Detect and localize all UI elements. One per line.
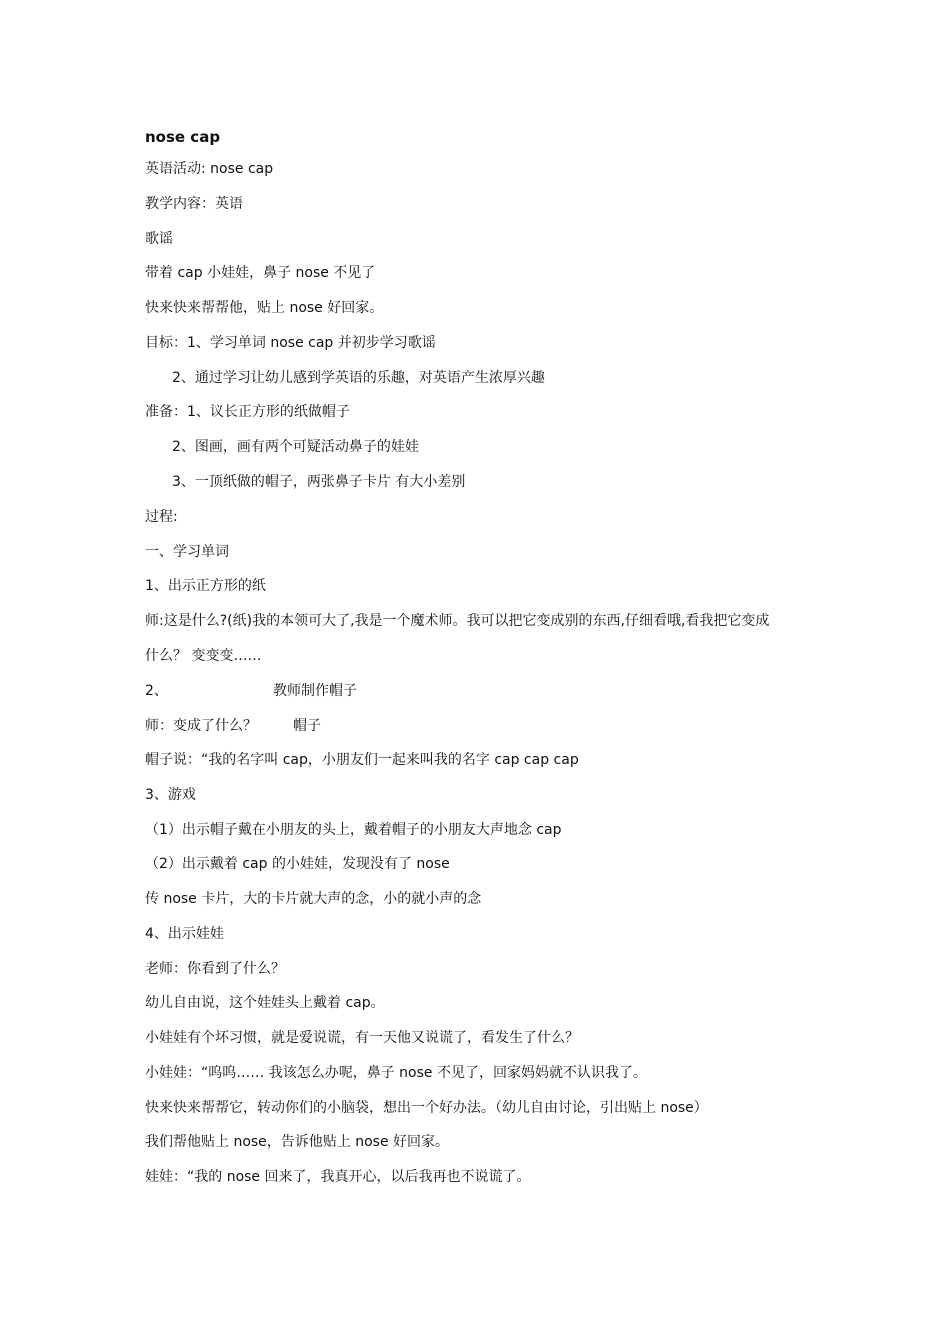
cap-says-line: 帽子说：“我的名字叫 cap，小朋友们一起来叫我的名字 cap cap cap bbox=[145, 752, 579, 768]
teacher-line-1: 师:这是什么?(纸)我的本领可大了,我是一个魔术师。我可以把它变成别的东西,仔细看哦,看我把它变成 bbox=[145, 613, 770, 629]
teacher-ask-line: 老师：你看到了什么？ bbox=[145, 961, 285, 977]
goal-line-1: 目标：1、学习单词 nose cap 并初步学习歌谣 bbox=[145, 335, 436, 351]
process-heading: 过程: bbox=[145, 509, 178, 525]
step-2-number: 2、 bbox=[145, 683, 168, 699]
prep-line-1: 准备：1、议长正方形的纸做帽子 bbox=[145, 404, 350, 420]
rhyme-heading: 歌谣 bbox=[145, 231, 173, 247]
game-line-2: （2）出示戴着 cap 的小娃娃，发现没有了 nose bbox=[145, 856, 450, 872]
step-4-line: 4、出示娃娃 bbox=[145, 926, 224, 942]
teacher-line-1-cont: 什么？ 变变变…… bbox=[145, 648, 262, 664]
teacher-question: 师：变成了什么？ bbox=[145, 718, 257, 734]
doll-habit-line: 小娃娃有个坏习惯，就是爱说谎，有一天他又说谎了，看发生了什么？ bbox=[145, 1030, 579, 1046]
activity-line: 英语活动: nose cap bbox=[145, 161, 274, 177]
game-line-1: （1）出示帽子戴在小朋友的头上，戴着帽子的小朋友大声地念 cap bbox=[145, 822, 562, 838]
doll-happy-line: 娃娃：“我的 nose 回来了，我真开心，以后我再也不说谎了。 bbox=[145, 1169, 531, 1185]
children-say-line: 幼儿自由说，这个娃娃头上戴着 cap。 bbox=[145, 995, 385, 1011]
help-line: 快来快来帮帮它，转动你们的小脑袋，想出一个好办法。（幼儿自由讨论，引出贴上 nose） bbox=[145, 1100, 708, 1116]
stick-nose-line: 我们帮他贴上 nose，告诉他贴上 nose 好回家。 bbox=[145, 1134, 450, 1150]
goal-line-2: 2、通过学习让幼儿感到学英语的乐趣，对英语产生浓厚兴趣 bbox=[172, 370, 545, 386]
prep-line-3: 3、一顶纸做的帽子，两张鼻子卡片 有大小差别 bbox=[172, 474, 466, 490]
rhyme-line-2: 快来快来帮帮他，贴上 nose 好回家。 bbox=[145, 300, 384, 316]
section-one-heading: 一、学习单词 bbox=[145, 544, 229, 560]
rhyme-line-1: 带着 cap 小娃娃，鼻子 nose 不见了 bbox=[145, 265, 376, 281]
step-1-line: 1、出示正方形的纸 bbox=[145, 578, 266, 594]
teacher-answer: 帽子 bbox=[293, 718, 321, 734]
content-line: 教学内容：英语 bbox=[145, 196, 243, 212]
step-3-line: 3、游戏 bbox=[145, 787, 196, 803]
step-2-text: 教师制作帽子 bbox=[273, 683, 357, 699]
doll-cry-line: 小娃娃：“呜呜…… 我该怎么办呢，鼻子 nose 不见了，回家妈妈就不认识我了。 bbox=[145, 1065, 647, 1081]
game-line-3: 传 nose 卡片，大的卡片就大声的念，小的就小声的念 bbox=[145, 891, 482, 907]
prep-line-2: 2、图画，画有两个可疑活动鼻子的娃娃 bbox=[172, 439, 419, 455]
document-title: nose cap bbox=[145, 128, 221, 146]
